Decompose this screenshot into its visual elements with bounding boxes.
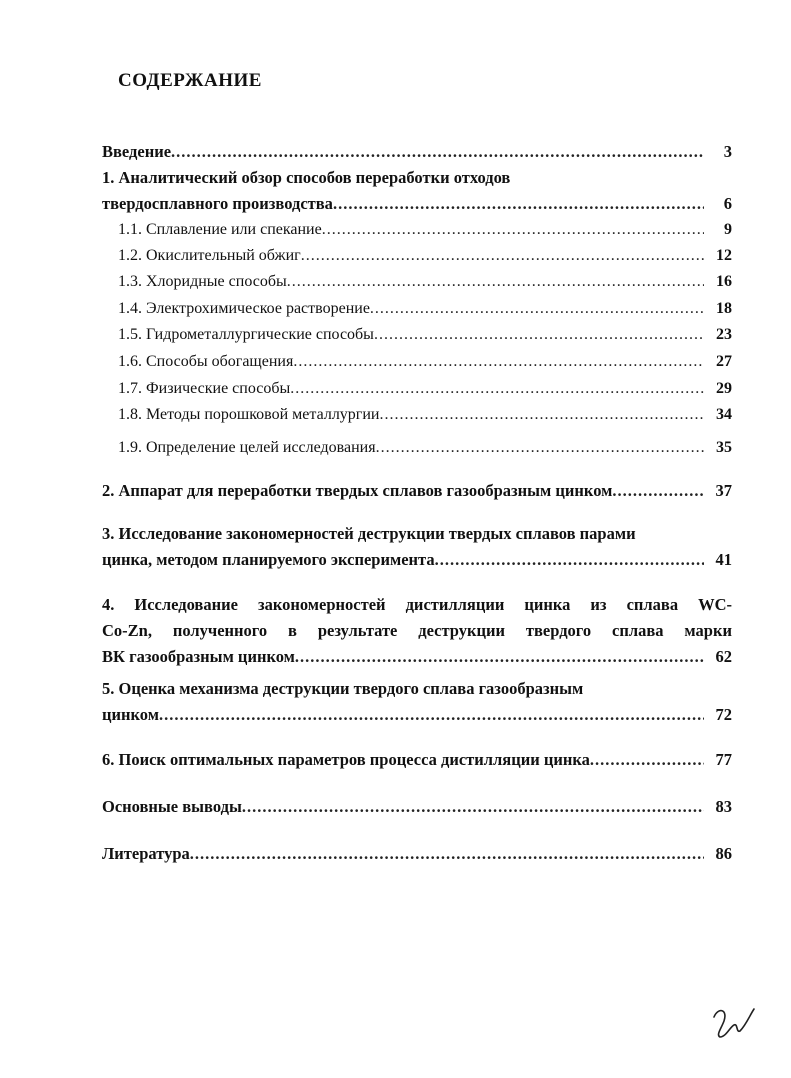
dot-leader <box>293 349 704 375</box>
toc-page-number: 16 <box>716 273 732 290</box>
dot-leader <box>370 296 704 322</box>
toc-entry-label-line2: твердосплавного производства <box>102 194 333 213</box>
toc-page-number: 83 <box>715 797 732 816</box>
toc-entry-1-3[interactable] <box>118 269 732 295</box>
toc-entry-label: 1.2. Окислительный обжиг <box>118 247 301 264</box>
dot-leader <box>612 478 704 504</box>
toc-entry-label-line3: ВК газообразным цинком <box>102 647 295 666</box>
dot-leader <box>171 139 704 165</box>
toc-page-number: 77 <box>715 750 732 769</box>
toc-entry-label: 2. Аппарат для переработки твердых сплавов газообразным цинком <box>102 481 613 500</box>
toc-entry-1-8[interactable] <box>118 402 732 428</box>
toc-page-number: 72 <box>715 705 732 724</box>
dot-leader <box>374 322 704 348</box>
toc-entry-label-line2: цинка, методом планируемого эксперимента <box>102 550 435 569</box>
dot-leader <box>301 243 704 269</box>
toc-entry-label: Введение <box>102 142 172 161</box>
toc-entry-references[interactable] <box>102 841 732 867</box>
toc-page-number: 9 <box>724 221 732 238</box>
toc-page-number: 12 <box>716 247 732 264</box>
toc-entry-chapter-6[interactable] <box>102 747 732 773</box>
toc-page-number: 18 <box>716 300 732 317</box>
toc-entry-1-1[interactable] <box>118 217 732 243</box>
toc-page-number: 6 <box>723 194 732 213</box>
toc-entry-label-line1: 4. Исследование закономерностей дистилляции цинка из сплава WC- <box>102 595 732 614</box>
dot-leader <box>242 794 704 820</box>
toc-entry-1-5[interactable] <box>118 322 732 348</box>
toc-page-number: 34 <box>716 406 732 423</box>
dot-leader <box>295 644 704 670</box>
toc-page-number: 41 <box>715 550 732 569</box>
dot-leader <box>380 402 705 428</box>
toc-entry-label: 1.3. Хлоридные способы <box>118 273 287 290</box>
toc-page-number: 27 <box>716 353 732 370</box>
toc-entry-chapter-3[interactable] <box>102 521 732 573</box>
toc-entry-1-6[interactable] <box>118 349 732 375</box>
toc-entry-1-9[interactable] <box>118 435 732 461</box>
toc-page-number: 37 <box>715 481 732 500</box>
toc-entry-intro[interactable] <box>102 139 732 165</box>
toc-entry-label: Литература <box>102 844 190 863</box>
toc-entry-1-7[interactable] <box>118 376 732 402</box>
toc-entry-chapter-4[interactable] <box>102 592 732 670</box>
toc-page-number: 3 <box>723 142 732 161</box>
handwritten-page-number <box>708 1003 758 1043</box>
toc-page-number: 62 <box>715 647 732 666</box>
toc-page-number: 23 <box>716 326 732 343</box>
toc-entry-label-line1: 5. Оценка механизма деструкции твердого сплава газообразным <box>102 679 584 698</box>
toc-entry-1-4[interactable] <box>118 296 732 322</box>
toc-entry-1-2[interactable] <box>118 243 732 269</box>
toc-entry-label: 6. Поиск оптимальных параметров процесса дистилляции цинка <box>102 750 590 769</box>
toc-entry-label: 1.8. Методы порошковой металлургии <box>118 406 380 423</box>
dot-leader <box>590 747 704 773</box>
toc-entry-label: 1.1. Сплавление или спекание <box>118 221 322 238</box>
dot-leader <box>333 191 704 217</box>
dot-leader <box>322 217 704 243</box>
toc-entry-label-line2: цинком <box>102 705 159 724</box>
toc-entry-label: 1.9. Определение целей исследования <box>118 439 376 456</box>
toc-entry-conclusions[interactable] <box>102 794 732 820</box>
toc-entry-label-line2: Co-Zn, полученного в результате деструкции твердого сплава марки <box>102 621 732 640</box>
toc-page-number: 29 <box>716 380 732 397</box>
toc-entry-label-line1: 1. Аналитический обзор способов переработки отходов <box>102 168 511 187</box>
toc-page-number: 86 <box>715 844 732 863</box>
dot-leader <box>435 547 704 573</box>
toc-entry-label: 1.4. Электрохимическое растворение <box>118 300 370 317</box>
toc-page-number: 35 <box>716 439 732 456</box>
toc-entry-label: 1.7. Физические способы <box>118 380 291 397</box>
dot-leader <box>190 841 704 867</box>
toc-entry-label: Основные выводы <box>102 797 242 816</box>
page-title: СОДЕРЖАНИЕ <box>118 70 262 91</box>
dot-leader <box>290 376 704 402</box>
toc-entry-label: 1.6. Способы обогащения <box>118 353 294 370</box>
toc-entry-chapter-1[interactable] <box>102 165 732 217</box>
dot-leader <box>287 269 704 295</box>
toc-entry-label-line1: 3. Исследование закономерностей деструкции твердых сплавов парами <box>102 524 636 543</box>
toc-entry-chapter-2[interactable] <box>102 478 732 504</box>
toc-entry-label: 1.5. Гидрометаллургические способы <box>118 326 374 343</box>
toc-entry-chapter-5[interactable] <box>102 676 732 728</box>
dot-leader <box>376 435 704 461</box>
dot-leader <box>159 702 704 728</box>
